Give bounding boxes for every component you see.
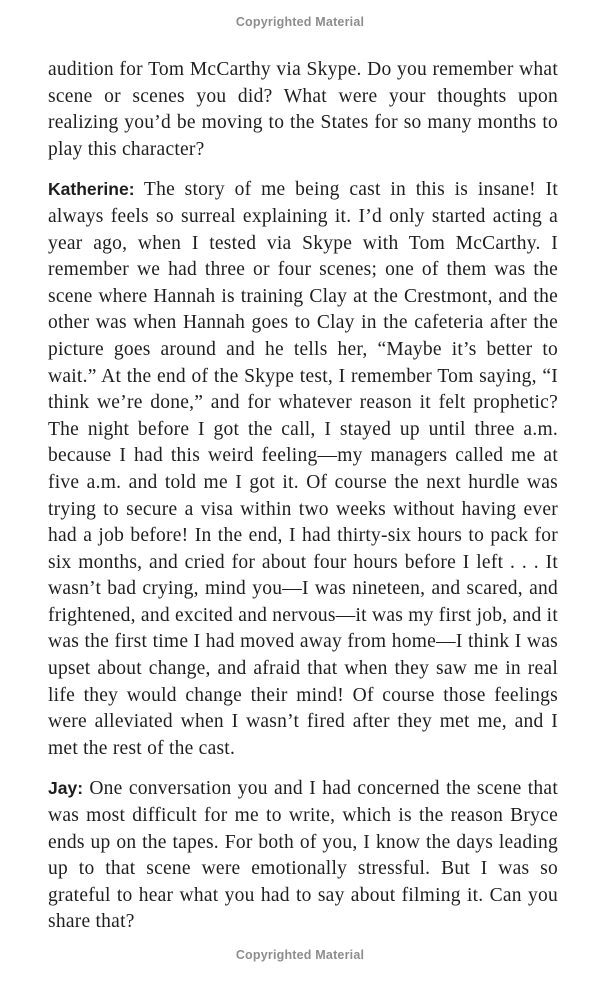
- paragraph-text: audition for Tom McCarthy via Skype. Do you remember what scene or scenes you did? What were your thoughts upon realizing you’d be moving to the States for so many months to play this character?: [48, 59, 558, 160]
- paragraph-question-continued: [48, 57, 558, 163]
- paragraph-text: The story of me being cast in this is insane! It always feels so surreal explaining it. I’d only started acting a year ago, when I tested via Skype with Tom McCarthy. I remember we had three or four scenes; one of them was the scene where Hannah is training Clay at the Crestmont, and the other was when Hannah goes to Clay in the cafeteria after the picture goes around and he tells her, “Maybe it’s better to wait.” At the end of the Skype test, I remember Tom saying, “I think we’re done,” and for whatever reason it felt prophetic? The night before I got the call, I stayed up until three a.m. because I had this weird feeling—my managers called me at five a.m. and told me I got it. Of course the next hurdle was trying to secure a visa within two weeks without having ever had a job before! In the end, I had thirty-six hours to pack for six months, and cried for about four hours before I left . . . It wasn’t bad crying, mind you—I was nineteen, and scared, and frightened, and excited and nervous—it was my first job, and it was the first time I had moved away from home—I think I was upset about change, and afraid that when they saw me in real life they would change their mind! Of course those feelings were alleviated when I wasn’t fired after they met me, and I met the rest of the cast.: [48, 179, 559, 759]
- copyright-notice-bottom: Copyrighted Material: [235, 948, 365, 962]
- speaker-name-katherine: Katherine:: [48, 179, 135, 200]
- page-text: [48, 57, 558, 949]
- paragraph-answer-katherine: [48, 176, 558, 762]
- paragraph-text: One conversation you and I had concerned the scene that was most difficult for me to write, which is the reason Bryce ends up on the tapes. For both of you, I know the days leading up to that scene were emotionally stressful. But I was so grateful to hear what you had to say about filming it. Can you share that?: [48, 778, 558, 933]
- copyright-notice-top: Copyrighted Material: [235, 15, 365, 29]
- paragraph-question-jay: [48, 775, 558, 936]
- speaker-name-jay: Jay:: [48, 778, 84, 799]
